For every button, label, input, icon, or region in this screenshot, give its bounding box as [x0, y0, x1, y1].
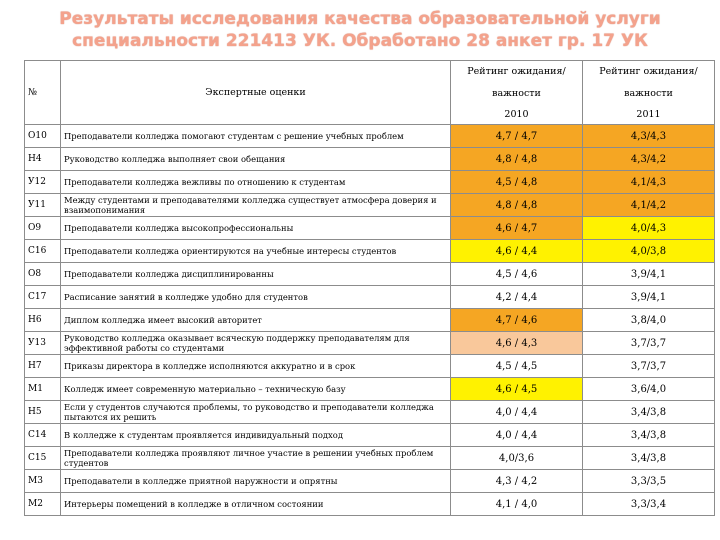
row-criterion: Преподаватели колледжа проявляют личное участие в решении учебных проблем студентов — [61, 447, 451, 470]
table-row — [25, 171, 715, 194]
header-expert: Экспертные оценки — [61, 61, 451, 125]
row-code: O8 — [25, 263, 61, 286]
row-criterion: Преподаватели колледжа ориентируются на учебные интересы студентов — [61, 240, 451, 263]
row-criterion: Приказы директора в колледже исполняются аккуратно и в срок — [61, 355, 451, 378]
row-criterion: Между студентами и преподавателями колледжа существует атмосфера доверия и взаимопонимания — [61, 194, 451, 217]
row-code: У13 — [25, 332, 61, 355]
rating-2010: 4,7 / 4,6 — [451, 309, 583, 332]
rating-2010: 4,0 / 4,4 — [451, 401, 583, 424]
table-row — [25, 378, 715, 401]
rating-2010: 4,8 / 4,8 — [451, 148, 583, 171]
table-row — [25, 240, 715, 263]
rating-2010: 4,5 / 4,5 — [451, 355, 583, 378]
row-code: У11 — [25, 194, 61, 217]
header-col2-year: 2011 — [583, 105, 715, 125]
rating-2011: 3,8/4,0 — [583, 309, 715, 332]
table-row — [25, 470, 715, 493]
rating-2010: 4,5 / 4,8 — [451, 171, 583, 194]
row-code: M3 — [25, 470, 61, 493]
table-row — [25, 447, 715, 470]
row-code: M2 — [25, 493, 61, 516]
table-row — [25, 401, 715, 424]
table-row — [25, 263, 715, 286]
row-code: C15 — [25, 447, 61, 470]
table-row — [25, 309, 715, 332]
rating-2010: 4,3 / 4,2 — [451, 470, 583, 493]
header-col1-line1: Рейтинг ожидания/ — [451, 61, 583, 83]
row-criterion: Интерьеры помещений в колледже в отличном состоянии — [61, 493, 451, 516]
rating-2010: 4,0/3,6 — [451, 447, 583, 470]
rating-2011: 3,6/4,0 — [583, 378, 715, 401]
header-col1-line2: важности — [451, 83, 583, 105]
table-body — [25, 125, 715, 516]
header-row-1 — [25, 61, 715, 83]
title-line-2: специальности 221413 УК. Обработано 28 анкет гр. 17 УК — [72, 31, 648, 51]
results-table — [24, 60, 715, 516]
row-criterion: Преподаватели в колледже приятной наружности и опрятны — [61, 470, 451, 493]
rating-2010: 4,6 / 4,5 — [451, 378, 583, 401]
rating-2011: 3,3/3,4 — [583, 493, 715, 516]
table-row — [25, 286, 715, 309]
rating-2010: 4,7 / 4,7 — [451, 125, 583, 148]
rating-2011: 4,3/4,2 — [583, 148, 715, 171]
table-row — [25, 332, 715, 355]
header-col1-year: 2010 — [451, 105, 583, 125]
rating-2011: 4,0/4,3 — [583, 217, 715, 240]
row-code: H7 — [25, 355, 61, 378]
rating-2011: 4,1/4,3 — [583, 171, 715, 194]
rating-2010: 4,0 / 4,4 — [451, 424, 583, 447]
row-code: M1 — [25, 378, 61, 401]
row-code: C16 — [25, 240, 61, 263]
slide-title — [0, 8, 720, 52]
table-row — [25, 493, 715, 516]
row-code: C17 — [25, 286, 61, 309]
table-row — [25, 148, 715, 171]
header-col2-line1: Рейтинг ожидания/ — [583, 61, 715, 83]
row-code: H6 — [25, 309, 61, 332]
row-criterion: Руководство колледжа выполняет свои обещания — [61, 148, 451, 171]
row-code: C14 — [25, 424, 61, 447]
row-code: H4 — [25, 148, 61, 171]
rating-2011: 4,3/4,3 — [583, 125, 715, 148]
rating-2010: 4,1 / 4,0 — [451, 493, 583, 516]
table-row — [25, 125, 715, 148]
rating-2011: 4,0/3,8 — [583, 240, 715, 263]
rating-2011: 3,4/3,8 — [583, 447, 715, 470]
row-code: H5 — [25, 401, 61, 424]
row-criterion: В колледже к студентам проявляется индивидуальный подход — [61, 424, 451, 447]
row-criterion: Преподаватели колледжа дисциплинированны — [61, 263, 451, 286]
rating-2011: 3,9/4,1 — [583, 286, 715, 309]
row-criterion: Колледж имеет современную материально – техническую базу — [61, 378, 451, 401]
row-criterion: Преподаватели колледжа высокопрофессиональны — [61, 217, 451, 240]
rating-2011: 3,7/3,7 — [583, 355, 715, 378]
rating-2010: 4,6 / 4,3 — [451, 332, 583, 355]
rating-2011: 3,3/3,5 — [583, 470, 715, 493]
row-criterion: Если у студентов случаются проблемы, то руководство и преподаватели колледжа пытаются их решить — [61, 401, 451, 424]
rating-2011: 4,1/4,2 — [583, 194, 715, 217]
row-code: O10 — [25, 125, 61, 148]
row-code: У12 — [25, 171, 61, 194]
table-row — [25, 217, 715, 240]
header-num: № — [25, 61, 61, 125]
rating-2010: 4,5 / 4,6 — [451, 263, 583, 286]
row-criterion: Преподаватели колледжа помогают студентам с решение учебных проблем — [61, 125, 451, 148]
rating-2010: 4,8 / 4,8 — [451, 194, 583, 217]
rating-2010: 4,6 / 4,4 — [451, 240, 583, 263]
table-row — [25, 424, 715, 447]
row-criterion: Руководство колледжа оказывает всяческую поддержку преподавателям для эффективной работы со студентами — [61, 332, 451, 355]
rating-2011: 3,4/3,8 — [583, 424, 715, 447]
rating-2011: 3,9/4,1 — [583, 263, 715, 286]
row-criterion: Диплом колледжа имеет высокий авторитет — [61, 309, 451, 332]
header-col2-line2: важности — [583, 83, 715, 105]
table-row — [25, 355, 715, 378]
rating-2011: 3,7/3,7 — [583, 332, 715, 355]
row-code: O9 — [25, 217, 61, 240]
rating-2011: 3,4/3,8 — [583, 401, 715, 424]
row-criterion: Преподаватели колледжа вежливы по отношению к студентам — [61, 171, 451, 194]
rating-2010: 4,6 / 4,7 — [451, 217, 583, 240]
title-line-1: Результаты исследования качества образовательной услуги — [59, 9, 661, 29]
row-criterion: Расписание занятий в колледже удобно для студентов — [61, 286, 451, 309]
rating-2010: 4,2 / 4,4 — [451, 286, 583, 309]
table-row — [25, 194, 715, 217]
